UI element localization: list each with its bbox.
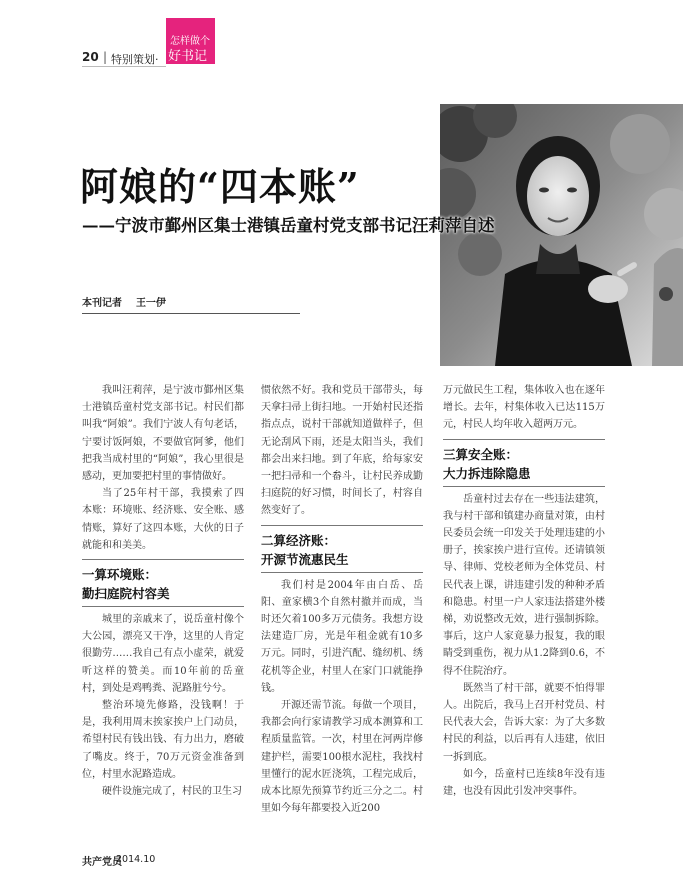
text-column-3 bbox=[443, 382, 605, 800]
section-tag bbox=[166, 18, 215, 64]
paragraph: 当了25年村干部，我摸索了四本账：环境账、经济账、安全账、感情账，算好了这四本账，大伙的日子就能和和美美。 bbox=[82, 488, 244, 551]
text-column-2 bbox=[261, 382, 423, 817]
section-tag-line1: 怎样做个 bbox=[170, 36, 210, 47]
section-title: 二算经济账： bbox=[261, 532, 337, 548]
page-number: 20 bbox=[82, 50, 99, 64]
text-column-1 bbox=[82, 382, 244, 800]
section-rule bbox=[82, 559, 244, 560]
article-subtitle: ——宁波市鄞州区集士港镇岳童村党支部书记汪莉萍自述 bbox=[82, 216, 495, 235]
column-name: 特别策划· bbox=[111, 53, 159, 66]
paragraph: 整治环境先修路，没钱啊！于是，我利用周末挨家挨户上门动员，希望村民有钱出钱、有力出力，磨破了嘴皮。终于，70万元资金准备到位，村里水泥路造成。 bbox=[82, 700, 244, 780]
section-subtitle: 大力拆违除隐患 bbox=[443, 465, 531, 481]
paragraph: 既然当了村干部，就要不怕得罪人。出院后，我马上召开村党员、村民代表大会，告诉大家：为了大多数村民的利益，以后再有人违建，依旧一拆到底。 bbox=[443, 682, 605, 763]
paragraph: 开源还需节流。每做一个项目，我都会向行家请教学习成本测算和工程质量监管。一次，村里在河两岸修建护栏，需要100根水泥柱，我找村里懂行的泥水匠浇筑，工程完成后，成本比原先预算节约近三分之二。村里如今每年都要投入近200 bbox=[261, 700, 423, 815]
section-rule bbox=[261, 525, 423, 526]
section-rule bbox=[443, 439, 605, 440]
section-rule bbox=[82, 606, 244, 607]
section-tag-line2: 好书记 bbox=[168, 49, 208, 64]
section-subtitle: 开源节流惠民生 bbox=[261, 551, 349, 567]
paragraph: 万元做民生工程，集体收入也在逐年增长。去年，村集体收入已达115万元，村民人均年收入超两万元。 bbox=[443, 385, 605, 431]
paragraph: 如今，岳童村已连续8年没有违建，也没有因此引发冲突事件。 bbox=[443, 768, 605, 798]
article-title: 阿娘的“四本账” bbox=[80, 164, 360, 209]
paragraph: 惯依然不好。我和党员干部带头，每天拿扫帚上街扫地。一开始村民还指指点点，说村干部就知道做样子，但无论刮风下雨，还是太阳当头，我们都会出来扫地。到了年底，给每家安一把扫帚和一个畚斗，让村民养成勤扫庭院的好习惯，时间长了，村容自然变好了。 bbox=[261, 385, 423, 517]
section-rule bbox=[443, 486, 605, 487]
reporter-name: 王一伊 bbox=[135, 298, 166, 309]
paragraph: 岳童村过去存在一些违法建筑，我与村干部和镇建办商量对策，由村民委员会统一印发关于处理违建的小册子，挨家挨户进行宣传。还请镇领导、律师、党校老师为全体党员、村民代表上课，讲违建引发的种种矛盾和隐患。村里一户人家违法搭建外楼梯，劝说整改无效，进行强制拆除。事后，这户人家竟暴力报复，我的眼睛受到重伤，视力从1.2降到0.6，不得不住院治疗。 bbox=[443, 493, 605, 677]
paragraph: 城里的亲戚来了，说岳童村像个大公园，漂亮又干净，这里的人肯定很勤劳……我自己有点小虚荣，就爱听这样的赞美。而10年前的岳童村，到处是鸡鸭粪、泥路脏兮兮。 bbox=[82, 614, 244, 694]
section-title: 三算安全账： bbox=[443, 446, 519, 462]
issue-date: 2014.10 bbox=[116, 854, 156, 865]
section-title: 一算环境账： bbox=[82, 567, 158, 583]
header-separator: | bbox=[103, 50, 108, 64]
section-rule bbox=[261, 572, 423, 573]
paragraph: 我们村是2004年由白岳、岳阳、童家横3个自然村撤并而成，当时还欠着100多万元债务。我想方设法建造厂房，光是年租金就有10多万元。同时，引进汽配、缝纫机、绣花机等企业，村里人在家门口就能挣钱。 bbox=[261, 579, 423, 694]
paragraph: 我叫汪莉萍，是宁波市鄞州区集士港镇岳童村党支部书记。村民们都叫我“阿娘”。我们宁波人有句老话，宁要讨饭阿娘，不要做官阿爹，他们把我当成村里的“阿娘”，我心里很是感动，更加要把村里的事情做好。 bbox=[82, 385, 244, 483]
reporter-label: 本刊记者 bbox=[82, 298, 122, 309]
section-heading-environment bbox=[82, 559, 244, 607]
section-heading-economy bbox=[261, 525, 423, 573]
byline bbox=[82, 294, 166, 309]
magazine-name: 共产党员 bbox=[82, 857, 122, 868]
byline-rule bbox=[82, 313, 300, 314]
section-heading-safety bbox=[443, 439, 605, 487]
paragraph: 硬件设施完成了，村民的卫生习 bbox=[102, 786, 242, 798]
header-rule bbox=[82, 66, 166, 67]
section-subtitle: 勤扫庭院村容美 bbox=[82, 586, 170, 602]
